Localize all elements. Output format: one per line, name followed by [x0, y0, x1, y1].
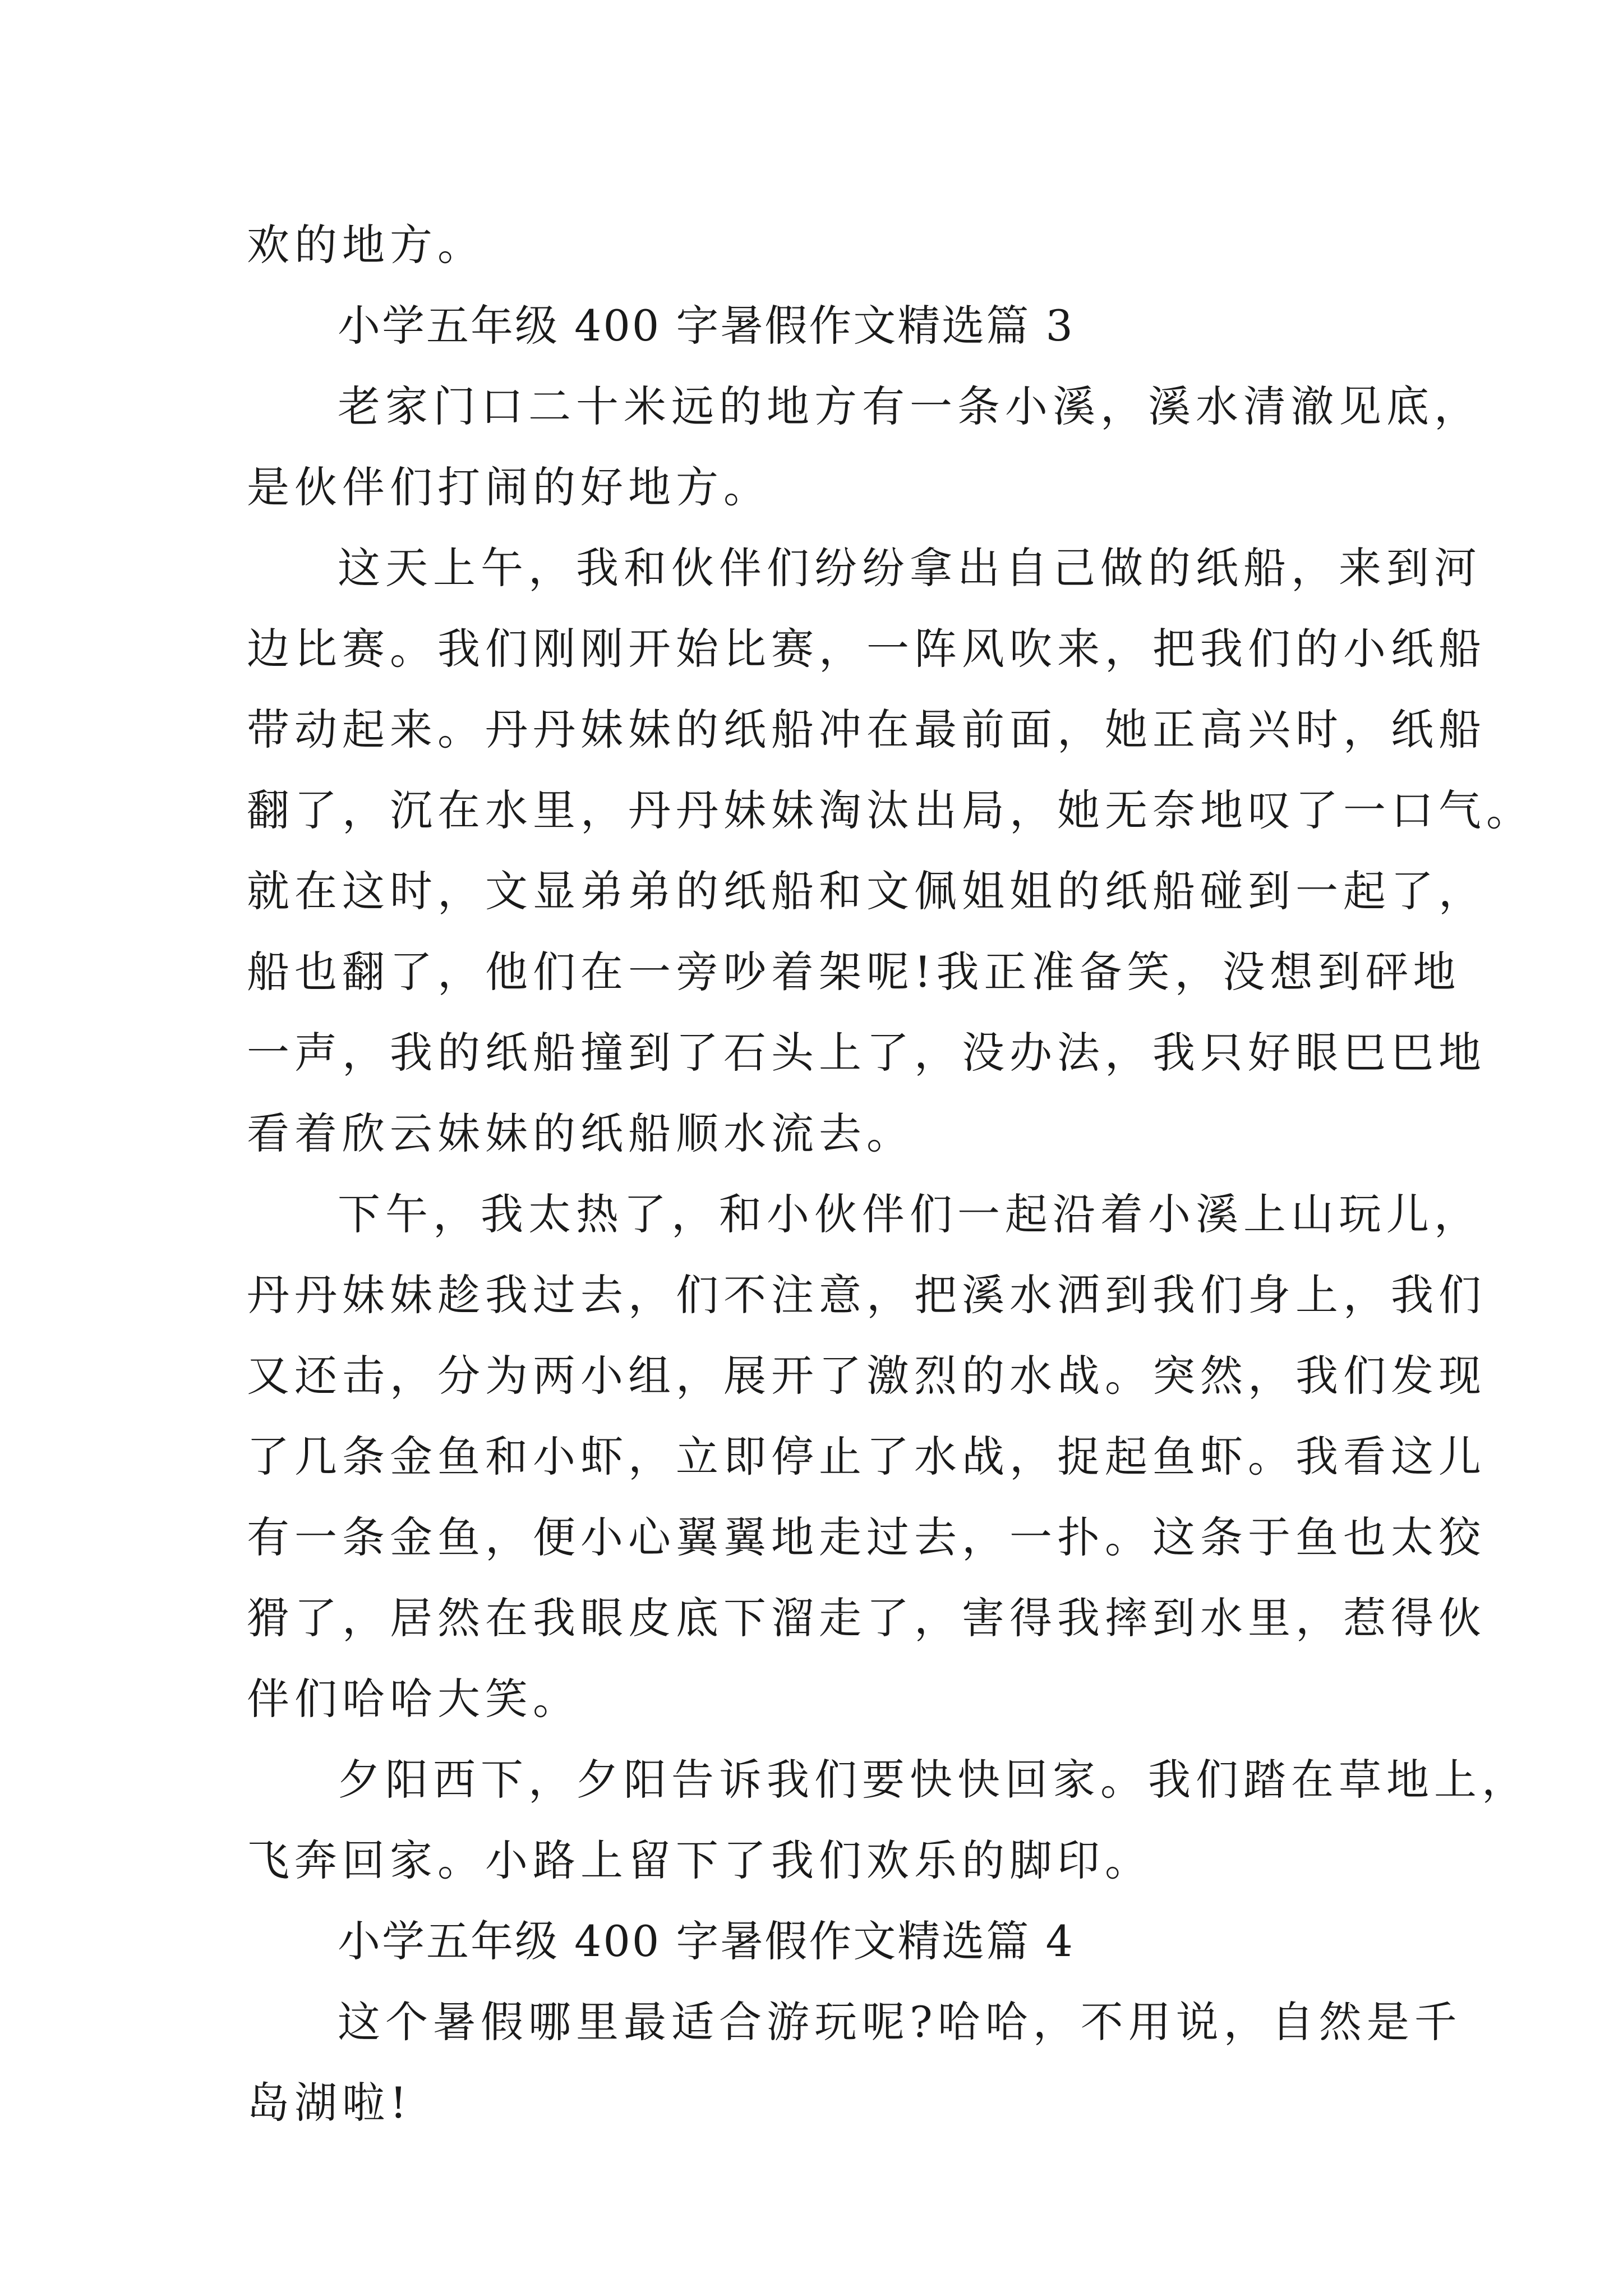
- paragraph-line: 一声，我的纸船撞到了石头上了，没办法，我只好眼巴巴地: [247, 1028, 1486, 1078]
- paragraph-line: 就在这时，文显弟弟的纸船和文佩姐姐的纸船碰到一起了，: [247, 866, 1486, 916]
- paragraph-line: 带动起来。丹丹妹妹的纸船冲在最前面，她正高兴时，纸船: [247, 705, 1486, 754]
- paragraph-line: 丹丹妹妹趁我过去，们不注意，把溪水洒到我们身上，我们: [247, 1270, 1486, 1320]
- paragraph-line: 又还击，分为两小组，展开了激烈的水战。突然，我们发现: [247, 1351, 1486, 1401]
- paragraph-line: 猾了，居然在我眼皮底下溜走了，害得我摔到水里，惹得伙: [247, 1593, 1486, 1643]
- paragraph-line: 伴们哈哈大笑。: [247, 1674, 580, 1724]
- paragraph-line: 了几条金鱼和小虾，立即停止了水战，捉起鱼虾。我看这儿: [247, 1432, 1486, 1481]
- paragraph-line: 这个暑假哪里最适合游玩呢?哈哈，不用说，自然是千: [338, 1997, 1462, 2047]
- paragraph-line: 船也翻了，他们在一旁吵着架呢!我正准备笑，没想到砰地: [247, 947, 1461, 997]
- paragraph-line: 看着欣云妹妹的纸船顺水流去。: [247, 1108, 914, 1158]
- paragraph-line: 下午，我太热了，和小伙伴们一起沿着小溪上山玩儿，: [338, 1189, 1482, 1239]
- section-heading-3: 小学五年级 400 字暑假作文精选篇 3: [338, 301, 1075, 351]
- paragraph-line: 有一条金鱼，便小心翼翼地走过去，一扑。这条于鱼也太狡: [247, 1512, 1486, 1562]
- paragraph-continuation: 欢的地方。: [247, 220, 485, 270]
- paragraph-line: 岛湖啦!: [247, 2078, 412, 2128]
- article-body: [247, 205, 1534, 2143]
- paragraph-line: 老家门口二十米远的地方有一条小溪，溪水清澈见底，: [338, 381, 1482, 431]
- paragraph-line: 是伙伴们打闹的好地方。: [247, 462, 771, 512]
- section-heading-4: 小学五年级 400 字暑假作文精选篇 4: [338, 1916, 1075, 1966]
- paragraph-line: 翻了，沉在水里，丹丹妹妹淘汰出局，她无奈地叹了一口气。: [247, 785, 1534, 835]
- paragraph-line: 夕阳西下，夕阳告诉我们要快快回家。我们踏在草地上，: [338, 1755, 1529, 1805]
- paragraph-line: 飞奔回家。小路上留下了我们欢乐的脚印。: [247, 1835, 1152, 1885]
- paragraph-line: 这天上午，我和伙伴们纷纷拿出自己做的纸船，来到河: [338, 543, 1482, 593]
- paragraph-line: 边比赛。我们刚刚开始比赛，一阵风吹来，把我们的小纸船: [247, 624, 1486, 674]
